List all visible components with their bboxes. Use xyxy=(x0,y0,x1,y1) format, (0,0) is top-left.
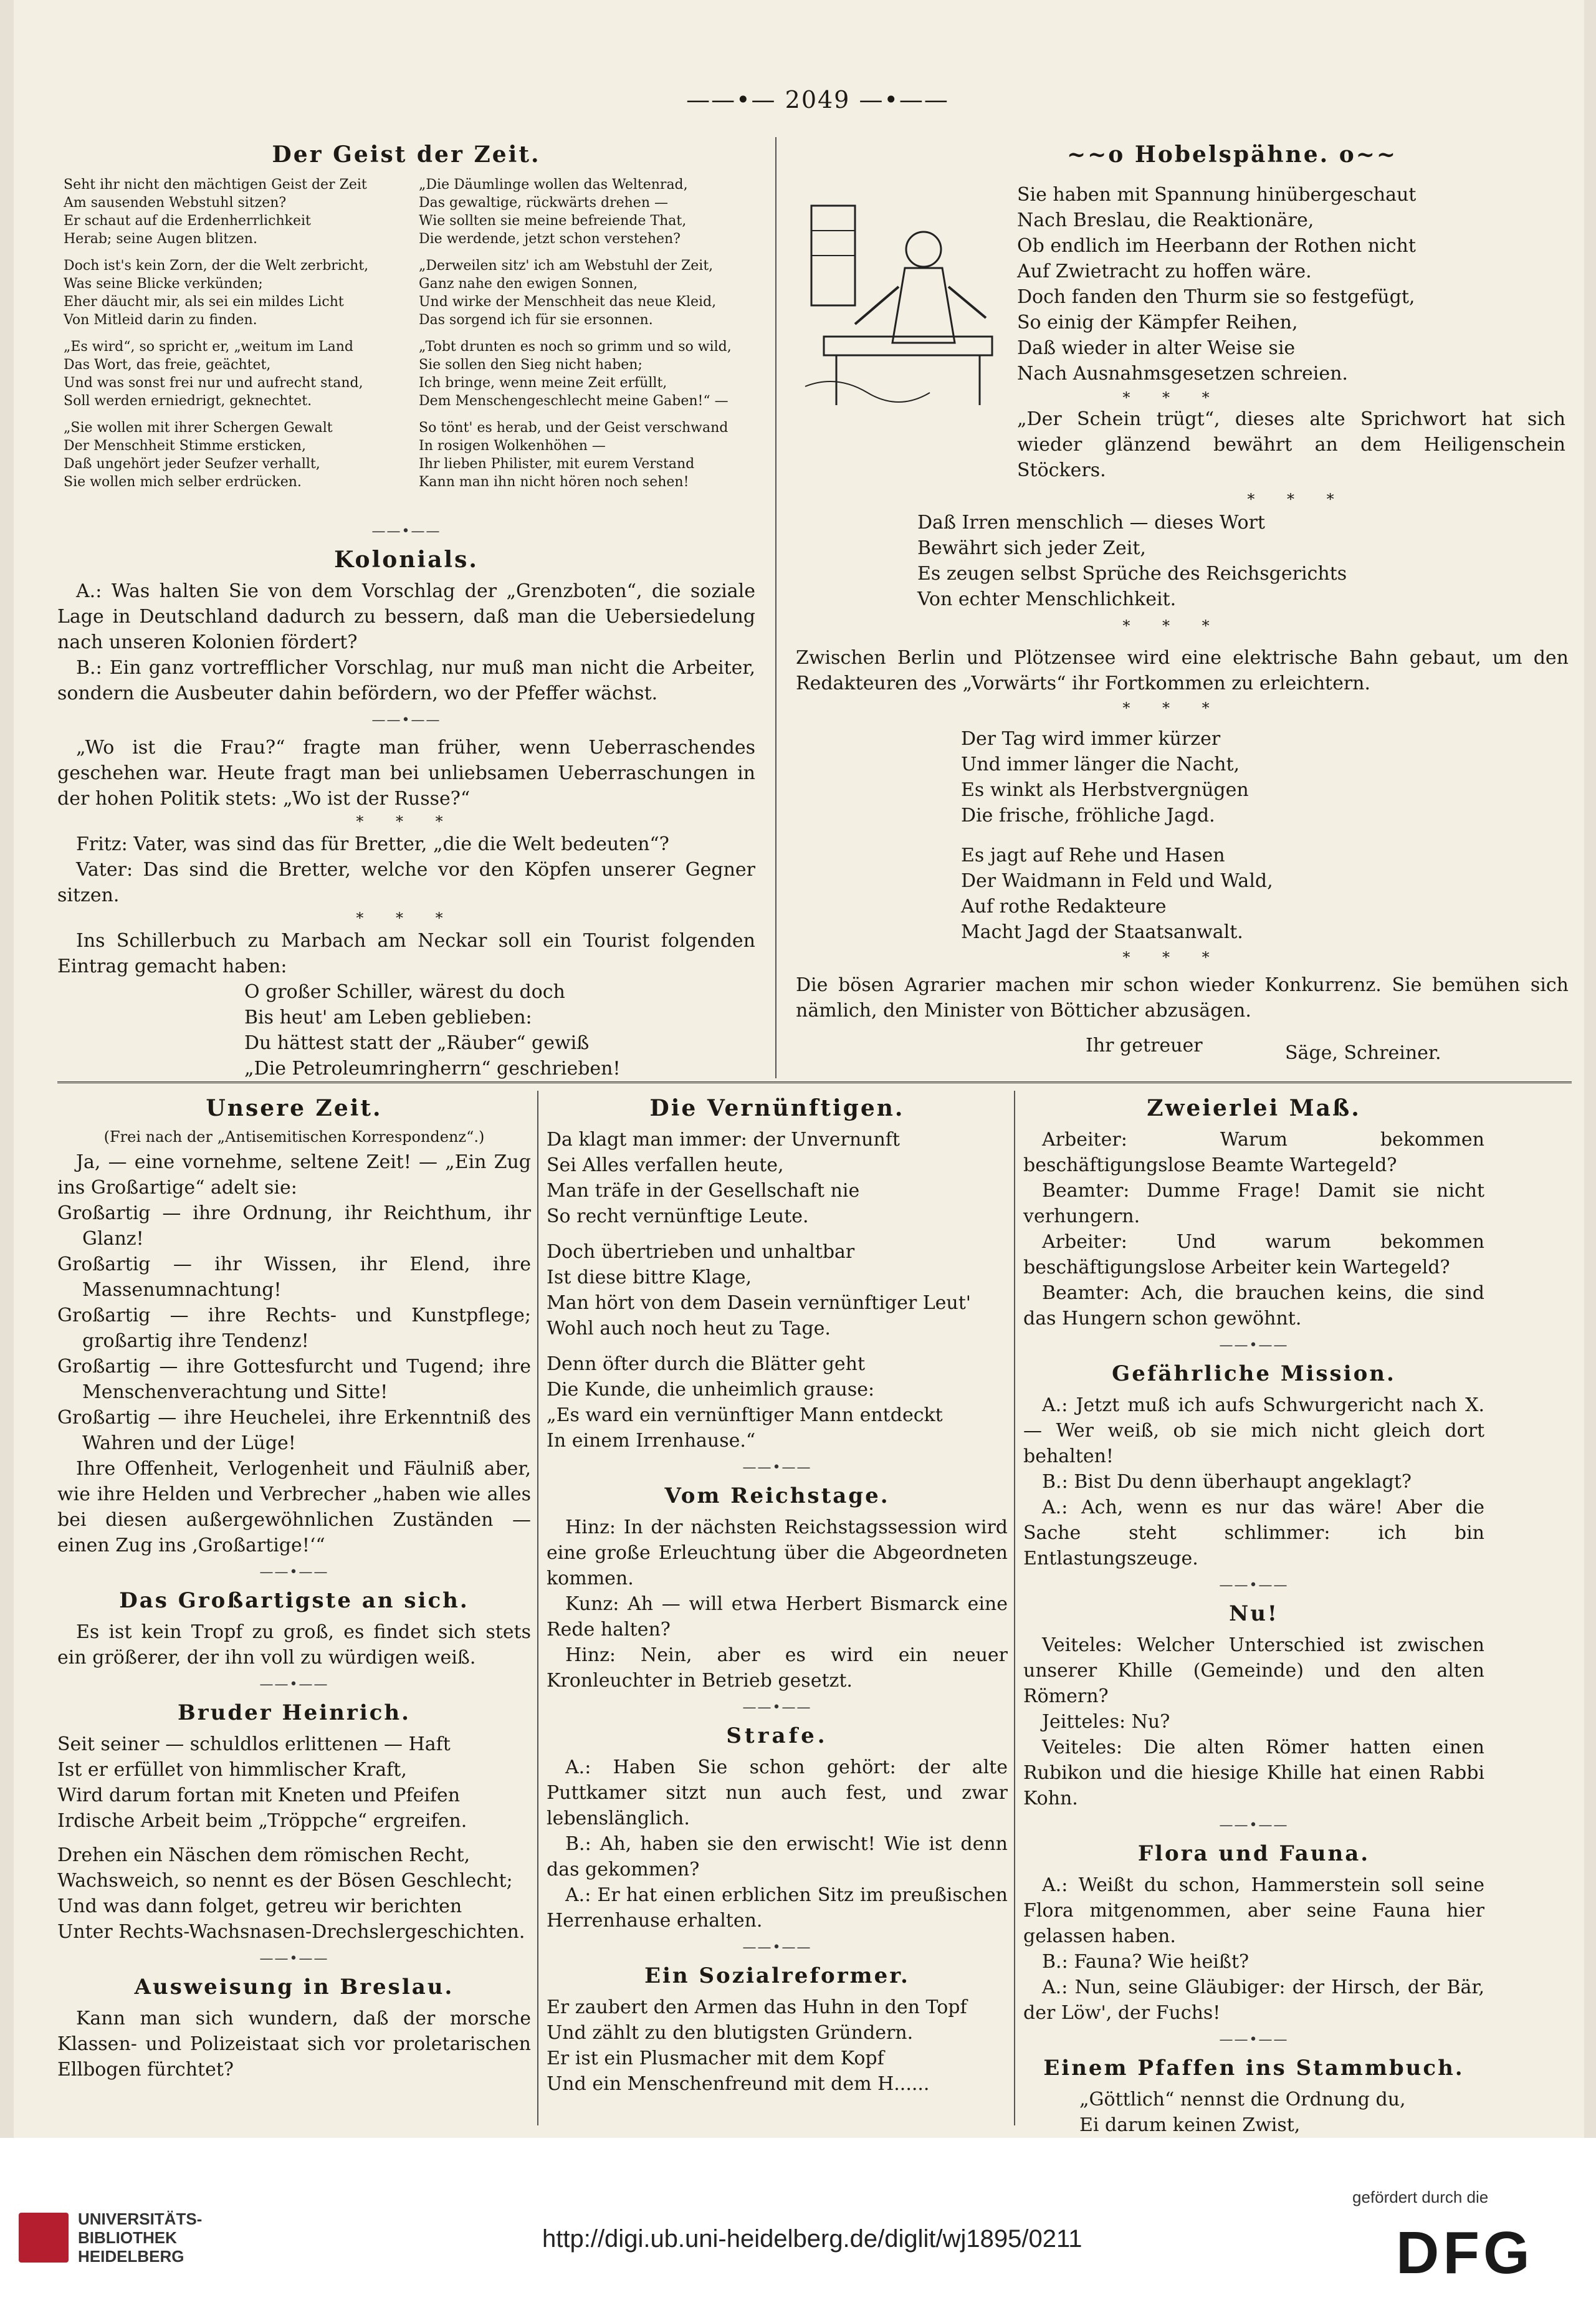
unsere-subtitle: (Frei nach der „Antisemitischen Korrespondenz“.) xyxy=(103,1128,485,1146)
verse-line: Du hättest statt der „Räuber“ gewiß xyxy=(244,1032,590,1054)
verse-line: Ob endlich im Heerbann der Rothen nicht xyxy=(1017,235,1416,257)
unsere-title: Unsere Zeit. xyxy=(206,1095,383,1121)
verse-line: Der Waidmann in Feld und Wald, xyxy=(961,870,1273,892)
verse-line: Er ist ein Plusmacher mit dem Kopf xyxy=(547,2048,884,2069)
hobel-p1: „Der Schein trügt“, dieses alte Sprichwort hat sich wieder glänzend bewährt an dem Heiligenschein Stöckers. xyxy=(1017,408,1565,481)
verse-line: Es jagt auf Rehe und Hasen xyxy=(961,845,1225,866)
mission-p2: B.: Bist Du denn überhaupt angeklagt? xyxy=(1042,1471,1412,1493)
verse-line: So tönt' es herab, und der Geist verschwand xyxy=(419,420,729,436)
geist-section xyxy=(57,137,755,173)
geist-title: Der Geist der Zeit. xyxy=(272,141,541,168)
verse-line: Die frische, fröhliche Jagd. xyxy=(961,805,1215,826)
nu-p1: Veiteles: Welcher Unterschied ist zwischen unserer Khille (Gemeinde) und den alten Römern? xyxy=(1023,1634,1484,1707)
unsere-lines xyxy=(57,1200,531,1456)
column-1 xyxy=(57,1091,531,2082)
asterism: * * * xyxy=(1122,949,1223,966)
reichstag-title: Vom Reichstage. xyxy=(664,1483,890,1508)
zweierlei-p2: Beamter: Dumme Frage! Damit sie nicht verhungern. xyxy=(1023,1180,1484,1227)
kolonial-section xyxy=(57,542,755,1081)
asterism: * * * xyxy=(1247,491,1348,508)
vernunft-stanza-3 xyxy=(547,1351,1008,1454)
verse-line: Der Menschheit Stimme ersticken, xyxy=(64,438,306,454)
verse-line: Irdische Arbeit beim „Tröppche“ ergreifen. xyxy=(57,1810,467,1832)
strafe-p3: A.: Er hat einen erblichen Sitz im preußischen Herrenhause erhalten. xyxy=(547,1884,1008,1932)
page-number xyxy=(656,86,980,113)
kolonial-title: Kolonials. xyxy=(334,547,479,573)
page-number-ornament-left: ——•— xyxy=(686,86,776,113)
stanza xyxy=(64,419,406,491)
verse-line: Sie sollen den Sieg nicht haben; xyxy=(419,357,643,373)
verse-line: Von Mitleid darin zu finden. xyxy=(64,312,257,328)
vernunft-title: Die Vernünftigen. xyxy=(649,1095,905,1121)
pfaffen-title: Einem Pfaffen ins Stammbuch. xyxy=(1043,2056,1465,2081)
verse-line: Doch übertrieben und unhaltbar xyxy=(547,1241,855,1263)
zweierlei-p4: Beamter: Ach, die brauchen keins, die sind das Hungern schon gewöhnt. xyxy=(1023,1282,1484,1329)
verse-line: Sei Alles verfallen heute, xyxy=(547,1154,784,1176)
verse-line: Und was dann folget, getreu wir berichten xyxy=(57,1895,462,1917)
column-rule xyxy=(1014,1091,1015,2125)
verse-line: Die Kunde, die unheimlich grause: xyxy=(547,1379,875,1401)
verse-line: „Es ward ein vernünftiger Mann entdeckt xyxy=(547,1404,943,1426)
kolonial-p2: B.: Ein ganz vortrefflicher Vorschlag, nur muß man nicht die Arbeiter, sondern die Ausbeuter dahin befördern, wo der Pfeffer wächst. xyxy=(57,657,755,704)
strafe-title: Strafe. xyxy=(726,1723,828,1748)
unsere-p2: Ihre Offenheit, Verlogenheit und Fäulniß aber, wie ihre Helden und Verbrecher „haben wie alles bei diesen außergewöhnlichen Zuständen — einen Zug ins ‚Großartige!‘“ xyxy=(57,1458,531,1556)
verse-line: Nach Breslau, die Reaktionäre, xyxy=(1017,209,1314,231)
verse-line: Und immer länger die Nacht, xyxy=(961,754,1240,775)
zweierlei-title: Zweierlei Maß. xyxy=(1147,1095,1361,1121)
unsere-line: Großartig — ihre Ordnung, ihr Reichthum, ihr Glanz! xyxy=(57,1202,531,1250)
verse-line: Der Tag wird immer kürzer xyxy=(961,728,1221,750)
verse-line: Man hört von dem Dasein vernünftiger Leut' xyxy=(547,1292,972,1314)
zweierlei-p3: Arbeiter: Und warum bekommen beschäftigungslose Arbeiter kein Wartegeld? xyxy=(1023,1231,1484,1278)
stanza xyxy=(419,338,762,410)
verse-line: Sie wollen mich selber erdrücken. xyxy=(64,474,302,490)
column-rule xyxy=(775,137,776,1078)
hobel-stanza-2 xyxy=(917,510,1541,612)
kolonial-p3: „Wo ist die Frau?“ fragte man früher, wenn Ueberraschendes geschehen war. Heute fragt man bei unliebsamen Ueberraschungen in der hohen Politik stets: „Wo ist der Russe?“ xyxy=(57,737,755,810)
verse-line: Man träfe in der Gesellschaft nie xyxy=(547,1180,860,1202)
asterism: * * * xyxy=(1122,617,1223,635)
ornament-divider: ——•—— xyxy=(371,712,441,728)
verse-line: Ist er erfüllet von himmlischer Kraft, xyxy=(57,1759,407,1781)
verse-line: Doch fanden den Thurm sie so festgefügt, xyxy=(1017,286,1415,308)
verse-line: Auf rothe Redakteure xyxy=(961,896,1167,917)
ornament-divider: ——•—— xyxy=(371,524,441,539)
ornament-divider: ——•—— xyxy=(1219,1578,1289,1593)
verse-line: „Die Däumlinge wollen das Weltenrad, xyxy=(419,177,688,193)
verse-line: Und wirke der Menschheit das neue Kleid, xyxy=(419,294,717,310)
verse-line: Daß ungehört jeder Seufzer verhallt, xyxy=(64,456,320,472)
dfg-logo: DFG xyxy=(1396,2220,1534,2286)
ornament-divider: ——•—— xyxy=(742,1940,812,1955)
verse-line: Von echter Menschlichkeit. xyxy=(917,588,1177,610)
hobel-section xyxy=(786,137,1572,173)
stanza xyxy=(419,419,762,491)
digitization-footer xyxy=(0,2138,1596,2323)
sozial-title: Ein Sozialreformer. xyxy=(644,1963,910,1988)
ornament-divider: ——•—— xyxy=(259,1564,329,1580)
verse-line: Nach Ausnahmsgesetzen schreien. xyxy=(1017,363,1348,385)
verse-line: „Sie wollen mit ihrer Schergen Gewalt xyxy=(64,420,333,436)
hobel-title-ornament-left: ~~o xyxy=(1066,141,1125,168)
nu-title: Nu! xyxy=(1229,1601,1279,1626)
ornament-divider: ——•—— xyxy=(259,1677,329,1692)
vernunft-stanza-1 xyxy=(547,1127,1008,1229)
verse-line: In rosigen Wolkenhöhen — xyxy=(419,438,606,454)
bruder-title: Bruder Heinrich. xyxy=(177,1700,411,1725)
kolonial-p1: A.: Was halten Sie von dem Vorschlag der „Grenzboten“, die soziale Lage in Deutschland dadurch zu bessern, daß man die Uebersiedelung nach unseren Kolonien fördert? xyxy=(57,580,755,653)
verse-line: Ich bringe, wenn meine Zeit erfüllt, xyxy=(419,375,667,391)
asterism: * * * xyxy=(356,813,457,830)
ornament-divider: ——•—— xyxy=(1219,2032,1289,2048)
asterism: * * * xyxy=(1122,699,1223,717)
gross-p: Es ist kein Tropf zu groß, es findet sich stets ein größerer, der ihn voll zu würdigen weiß. xyxy=(57,1621,531,1669)
verse-line: Er schaut auf die Erdenherrlichkeit xyxy=(64,213,311,229)
kolonial-p5: Vater: Das sind die Bretter, welche vor den Köpfen unserer Gegner sitzen. xyxy=(57,859,755,906)
gross-title: Das Großartigste an sich. xyxy=(119,1588,469,1613)
unsere-line: Großartig — ihre Rechts- und Kunstpflege; großartig ihre Tendenz! xyxy=(57,1305,531,1352)
hobel-stanza-4 xyxy=(961,843,1522,945)
signature-greeting: Ihr getreuer xyxy=(1086,1035,1203,1056)
verse-line: „Es wird“, so spricht er, „weitum im Land xyxy=(64,339,353,355)
ausweisung-p: Kann man sich wundern, daß der morsche Klassen- und Polizeistaat sich vor proletarischen Ellbogen fürchtet? xyxy=(57,2008,531,2081)
hobel-stanza-3 xyxy=(961,726,1522,828)
hobel-stanza-1 xyxy=(1017,182,1565,386)
flora-title: Flora und Fauna. xyxy=(1137,1841,1370,1866)
verse-line: „Göttlich“ nennst die Ordnung du, xyxy=(1079,2089,1406,2110)
kolonial-verse xyxy=(244,979,755,1081)
verse-line: Es zeugen selbst Sprüche des Reichsgerichts xyxy=(917,563,1347,585)
flora-p2: B.: Fauna? Wie heißt? xyxy=(1042,1951,1250,1973)
verse-line: Seit seiner — schuldlos erlittenen — Haft xyxy=(57,1733,451,1755)
carpenter-illustration xyxy=(799,181,1005,418)
hobel-title-ornament-right: o~~ xyxy=(1339,141,1398,168)
hobel-title: Hobelspähne. xyxy=(1134,141,1330,168)
verse-line: Wie sollten sie meine befreiende That, xyxy=(419,213,687,229)
hobel-p2: Zwischen Berlin und Plötzensee wird eine elektrische Bahn gebaut, um den Redakteuren des „Vorwärts“ ihr Fortkommen zu erleichtern. xyxy=(796,647,1569,694)
verse-line: Bis heut' am Leben geblieben: xyxy=(244,1007,532,1028)
zweierlei-p1: Arbeiter: Warum bekommen beschäftigungslose Beamte Wartegeld? xyxy=(1023,1129,1484,1176)
kolonial-p6: Ins Schillerbuch zu Marbach am Neckar soll ein Tourist folgenden Eintrag gemacht haben: xyxy=(57,930,755,977)
page-number-ornament-right: —•—— xyxy=(859,86,949,113)
horizontal-rule xyxy=(57,1081,1572,1083)
ausweisung-title: Ausweisung in Breslau. xyxy=(134,1975,454,2000)
verse-line: Daß wieder in alter Weise sie xyxy=(1017,337,1296,359)
verse-line: Da klagt man immer: der Unvernunft xyxy=(547,1129,900,1151)
university-logo-icon xyxy=(19,2213,69,2263)
verse-line: Herab; seine Augen blitzen. xyxy=(64,231,257,247)
strafe-p1: A.: Haben Sie schon gehört: der alte Puttkamer sitzt nun auch fest, und zwar lebenslänglich. xyxy=(547,1756,1008,1829)
ornament-divider: ——•—— xyxy=(742,1700,812,1715)
verse-line: „Derweilen sitz' ich am Webstuhl der Zeit, xyxy=(419,258,714,274)
verse-line: Wachsweich, so nennt es der Bösen Geschlecht; xyxy=(57,1870,513,1892)
vernunft-stanza-2 xyxy=(547,1239,1008,1341)
verse-line: Wohl auch noch heut zu Tage. xyxy=(547,1318,831,1339)
geist-poem-left xyxy=(64,176,406,500)
geist-poem-right xyxy=(419,176,762,500)
verse-line: Und ein Menschenfreund mit dem H...... xyxy=(547,2073,930,2095)
sozial-lines xyxy=(547,1995,1008,2097)
unsere-p1: Ja, — eine vornehme, seltene Zeit! — „Ein Zug ins Großartige“ adelt sie: xyxy=(57,1151,531,1199)
sponsor-text: gefördert durch die xyxy=(1352,2188,1489,2206)
mission-title: Gefährliche Mission. xyxy=(1112,1361,1396,1386)
verse-line: „Die Petroleumringherrn“ geschrieben! xyxy=(244,1058,621,1080)
verse-line: Eher däucht mir, als sei ein mildes Licht xyxy=(64,294,344,310)
verse-line: Kann man ihn nicht hören noch sehen! xyxy=(419,474,689,490)
verse-line: Daß Irren menschlich — dieses Wort xyxy=(917,512,1265,534)
reichstag-p2: Kunz: Ah — will etwa Herbert Bismarck eine Rede halten? xyxy=(547,1593,1008,1640)
verse-line: Und was sonst frei nur und aufrecht stand, xyxy=(64,375,363,391)
verse-line: Er zaubert den Armen das Huhn in den Topf xyxy=(547,1996,967,2018)
stanza xyxy=(419,257,762,329)
reichstag-p1: Hinz: In der nächsten Reichstagssession wird eine große Erleuchtung über die Abgeordneten kommen. xyxy=(547,1516,1008,1589)
library-name: UNIVERSITÄTS- BIBLIOTHEK HEIDELBERG xyxy=(78,2210,203,2266)
verse-line: Sie haben mit Spannung hinübergeschaut xyxy=(1017,184,1417,206)
verse-line: Auf Zwietracht zu hoffen wäre. xyxy=(1017,261,1312,282)
unsere-line: Großartig — ihre Gottesfurcht und Tugend; ihre Menschenverachtung und Sitte! xyxy=(57,1356,531,1403)
stanza xyxy=(64,176,406,248)
verse-line: In einem Irrenhause.“ xyxy=(547,1430,756,1452)
verse-line: O großer Schiller, wärest du doch xyxy=(244,981,565,1003)
verse-line: Doch ist's kein Zorn, der die Welt zerbricht, xyxy=(64,258,369,274)
newspaper-page xyxy=(14,0,1584,2138)
bruder-stanza-1 xyxy=(57,1731,531,1834)
verse-line: Am sausenden Webstuhl sitzen? xyxy=(64,195,287,211)
verse-line: „Tobt drunten es noch so grimm und so wild, xyxy=(419,339,732,355)
verse-line: Soll werden erniedrigt, geknechtet. xyxy=(64,393,312,409)
verse-line: Bewährt sich jeder Zeit, xyxy=(917,537,1146,559)
verse-line: Drehen ein Näschen dem römischen Recht, xyxy=(57,1844,471,1866)
verse-line: Das gewaltige, rückwärts drehen — xyxy=(419,195,668,211)
verse-line: Was seine Blicke verkünden; xyxy=(64,276,263,292)
verse-line: Das Wort, das freie, geächtet, xyxy=(64,357,271,373)
verse-line: Die werdende, jetzt schon verstehen? xyxy=(419,231,681,247)
verse-line: Unter Rechts-Wachsnasen-Drechslergeschichten. xyxy=(57,1921,525,1943)
flora-p3: A.: Nun, seine Gläubiger: der Hirsch, der Bär, der Löw', der Fuchs! xyxy=(1023,1976,1484,2024)
asterism: * * * xyxy=(1122,389,1223,406)
flora-p1: A.: Weißt du schon, Hammerstein soll seine Flora mitgenommen, aber seine Fauna hier gelassen haben. xyxy=(1023,1874,1484,1947)
stanza xyxy=(419,176,762,248)
nu-p2: Jeitteles: Nu? xyxy=(1042,1711,1170,1733)
stanza xyxy=(64,257,406,329)
verse-line: Ihr lieben Philister, mit eurem Verstand xyxy=(419,456,695,472)
page-number-value: 2049 xyxy=(785,86,851,113)
stanza xyxy=(64,338,406,410)
verse-line: Es winkt als Herbstvergnügen xyxy=(961,779,1249,801)
signature-name: Säge, Schreiner. xyxy=(1285,1042,1441,1064)
column-3 xyxy=(1023,1091,1484,2189)
verse-line: So einig der Kämpfer Reihen, xyxy=(1017,312,1298,333)
mission-p1: A.: Jetzt muß ich aufs Schwurgericht nach X. — Wer weiß, ob sie mich nicht gleich dort behalten! xyxy=(1023,1394,1484,1467)
nu-p3: Veiteles: Die alten Römer hatten einen Rubikon und die hiesige Khille hat einen Rabbi Kohn. xyxy=(1023,1736,1484,1809)
ornament-divider: ——•—— xyxy=(259,1951,329,1966)
strafe-p2: B.: Ah, haben sie den erwischt! Wie ist denn das gekommen? xyxy=(547,1833,1008,1880)
reichstag-p3: Hinz: Nein, aber es wird ein neuer Kronleuchter in Betrieb gesetzt. xyxy=(547,1644,1008,1692)
verse-line: Macht Jagd der Staatsanwalt. xyxy=(961,921,1243,943)
source-url-link[interactable]: http://digi.ub.uni-heidelberg.de/diglit/wj1895/0211 xyxy=(542,2225,1082,2253)
verse-line: Das sorgend ich für sie ersonnen. xyxy=(419,312,653,328)
hobel-p3: Die bösen Agrarier machen mir schon wieder Konkurrenz. Sie bemühen sich nämlich, den Minister von Bötticher abzusägen. xyxy=(796,974,1569,1022)
kolonial-p4: Fritz: Vater, was sind das für Bretter, „die die Welt bedeuten“? xyxy=(76,833,669,855)
verse-line: Denn öfter durch die Blätter geht xyxy=(547,1353,866,1375)
verse-line: So recht vernünftige Leute. xyxy=(547,1205,809,1227)
verse-line: Dem Menschengeschlecht meine Gaben!“ — xyxy=(419,393,729,409)
column-rule xyxy=(537,1091,538,2125)
verse-line: Seht ihr nicht den mächtigen Geist der Zeit xyxy=(64,177,367,193)
verse-line: Wird darum fortan mit Kneten und Pfeifen xyxy=(57,1784,461,1806)
verse-line: Und zählt zu den blutigsten Gründern. xyxy=(547,2022,914,2044)
unsere-line: Großartig — ihre Heuchelei, ihre Erkenntniß des Wahren und der Lüge! xyxy=(57,1407,531,1454)
verse-line: Ist diese bittre Klage, xyxy=(547,1267,752,1288)
ornament-divider: ——•—— xyxy=(1219,1338,1289,1353)
verse-line: Ei darum keinen Zwist, xyxy=(1079,2114,1301,2136)
asterism: * * * xyxy=(356,909,457,927)
verse-line: Ganz nahe den ewigen Sonnen, xyxy=(419,276,638,292)
bruder-stanza-2 xyxy=(57,1842,531,1945)
mission-p3: A.: Ach, wenn es nur das wäre! Aber die Sache steht schlimmer: ich bin Entlastungszeuge. xyxy=(1023,1497,1484,1569)
unsere-line: Großartig — ihr Wissen, ihr Elend, ihre Massenumnachtung! xyxy=(57,1253,531,1301)
ornament-divider: ——•—— xyxy=(742,1460,812,1475)
ornament-divider: ——•—— xyxy=(1219,1818,1289,1833)
column-2 xyxy=(547,1091,1008,2097)
